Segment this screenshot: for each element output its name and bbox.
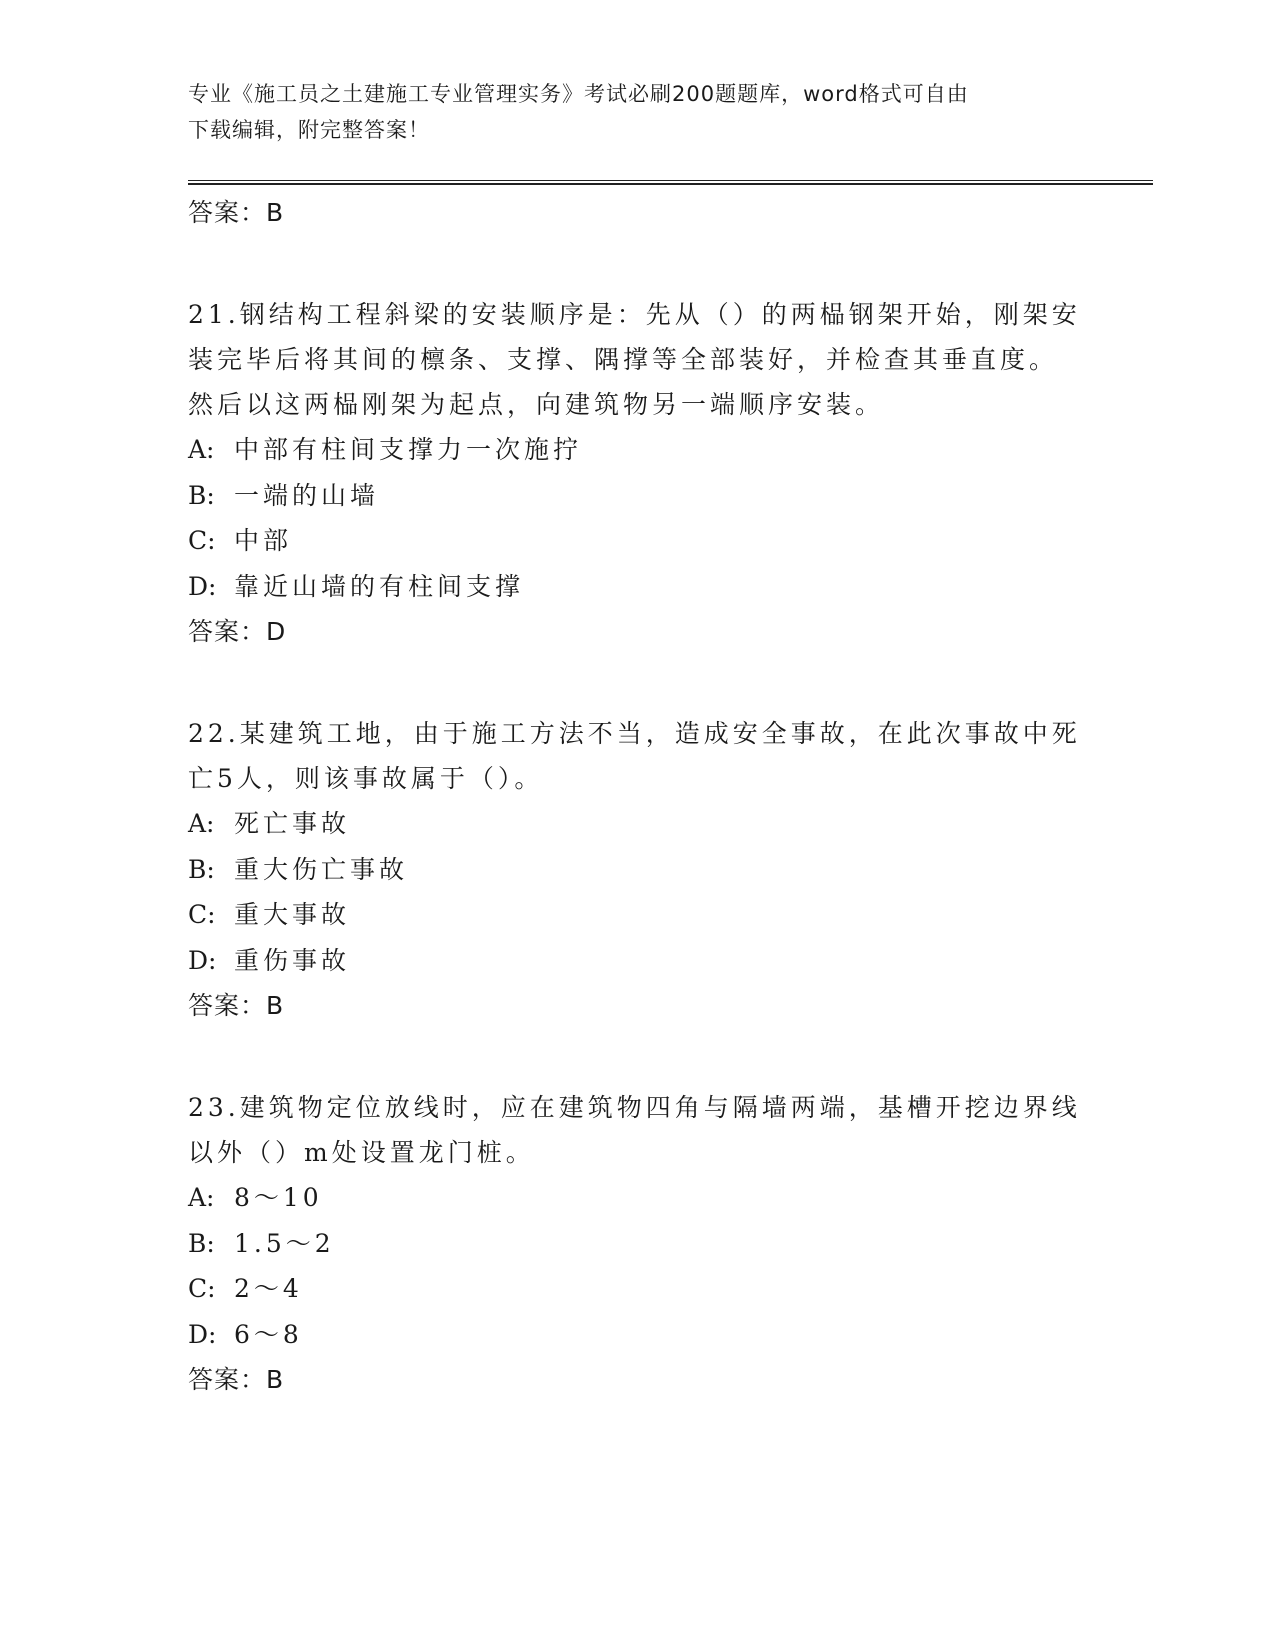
option-a — [188, 1175, 1108, 1221]
option-text: 8～10 — [234, 1183, 323, 1212]
option-d — [188, 564, 1108, 610]
header-line-2: 下载编辑，附完整答案！ — [188, 118, 430, 142]
option-b — [188, 473, 1108, 519]
option-text: 重大事故 — [234, 900, 351, 929]
question-text-line: 22.某建筑工地，由于施工方法不当，造成安全事故，在此次事故中死 — [188, 719, 1081, 748]
option-text: 死亡事故 — [234, 809, 351, 838]
option-key: C: — [188, 526, 216, 555]
header-divider-thick — [188, 183, 1153, 185]
page-header — [188, 76, 1088, 148]
option-b — [188, 1221, 1108, 1267]
option-c — [188, 892, 1108, 938]
option-key: D: — [188, 945, 217, 975]
question-text-line: 装完毕后将其间的檩条、支撑、隅撑等全部装好，并检查其垂直度。 — [188, 345, 1059, 374]
option-key: A: — [188, 1183, 215, 1212]
header-line-1: 专业《施工员之土建施工专业管理实务》考试必刷200题题库，word格式可自由 — [188, 82, 969, 106]
option-key: C: — [188, 900, 216, 929]
question-answer: 答案：B — [188, 991, 285, 1020]
option-b — [188, 847, 1108, 893]
question-23 — [188, 1085, 1108, 1403]
question-text-line: 然后以这两榀刚架为起点，向建筑物另一端顺序安装。 — [188, 390, 885, 419]
option-text: 1.5～2 — [234, 1228, 335, 1258]
option-key: B: — [188, 1228, 215, 1258]
option-text: 中部 — [234, 526, 293, 555]
option-key: B: — [188, 854, 215, 884]
header-divider-thin — [188, 180, 1153, 181]
option-key: D: — [188, 571, 217, 601]
option-text: 2～4 — [234, 1274, 303, 1303]
option-key: A: — [188, 809, 215, 838]
question-text-line: 亡5人，则该事故属于（）。 — [188, 764, 544, 793]
question-text-line: 以外（）m处设置龙门桩。 — [188, 1138, 535, 1167]
option-d — [188, 1312, 1108, 1358]
option-key: A: — [188, 435, 215, 464]
option-key: B: — [188, 480, 215, 510]
option-a — [188, 427, 1108, 473]
option-text: 靠近山墙的有柱间支撑 — [234, 571, 525, 601]
question-answer: 答案：B — [188, 1365, 285, 1394]
question-text-line: 21.钢结构工程斜梁的安装顺序是：先从（）的两榀钢架开始，刚架安 — [188, 300, 1081, 329]
document-body — [188, 190, 1108, 1403]
option-text: 中部有柱间支撑力一次施拧 — [234, 435, 583, 464]
question-answer: 答案：D — [188, 617, 287, 646]
option-c — [188, 1266, 1108, 1312]
option-a — [188, 801, 1108, 847]
option-key: D: — [188, 1319, 217, 1349]
option-text: 重大伤亡事故 — [234, 854, 409, 884]
option-d — [188, 938, 1108, 984]
option-text: 重伤事故 — [234, 945, 351, 975]
option-c — [188, 518, 1108, 564]
question-22 — [188, 711, 1108, 1029]
option-text: 一端的山墙 — [234, 480, 380, 510]
option-text: 6～8 — [234, 1319, 303, 1349]
question-text-line: 23.建筑物定位放线时，应在建筑物四角与隔墙两端，基槽开挖边界线 — [188, 1093, 1081, 1122]
question-21 — [188, 292, 1108, 655]
previous-question-answer: 答案：B — [188, 198, 285, 227]
option-key: C: — [188, 1274, 216, 1303]
